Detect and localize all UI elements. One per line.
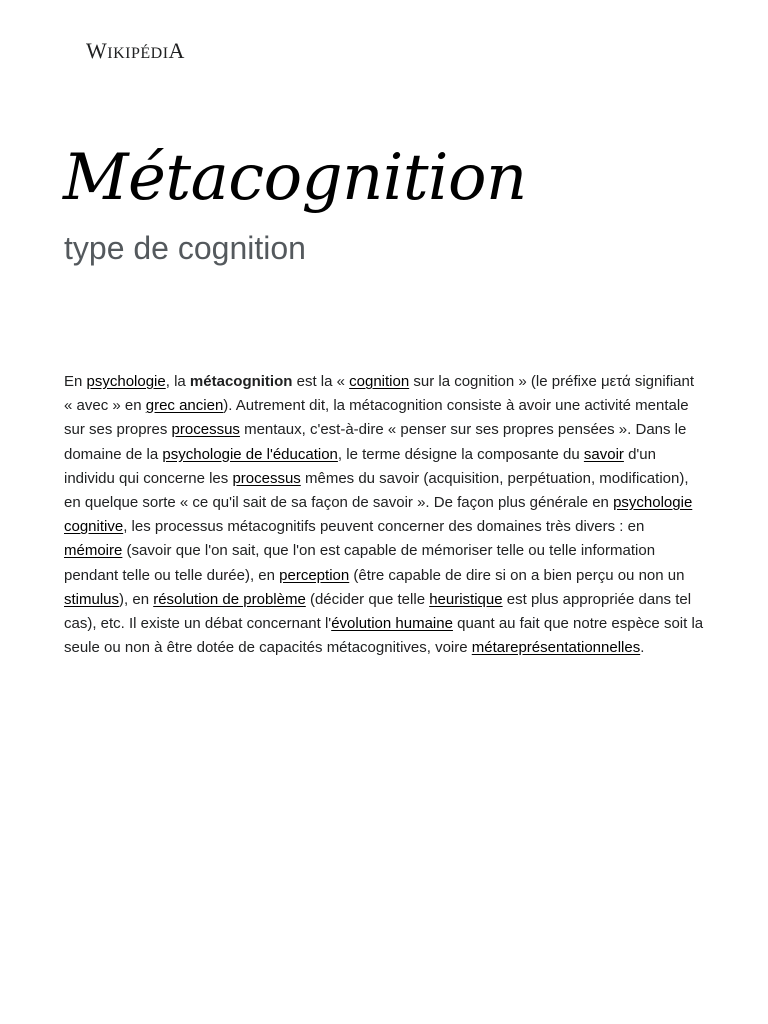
intro-text: mentaux, c'est-à-dire « penser sur ses propres pensées ». Dans le domaine de la [64, 421, 687, 463]
link-heuristique[interactable]: heuristique [429, 590, 503, 608]
intro-text: quant au fait que notre espèce soit la seule ou non à être dotée de capacités métacognitives, voire [64, 615, 704, 657]
intro-text: En [64, 373, 87, 390]
link-resolution-probleme[interactable]: résolution de problème [153, 590, 306, 608]
intro-paragraph [64, 370, 704, 660]
intro-text: (décider que telle [305, 590, 430, 608]
link-psychologie-education[interactable]: psychologie de l'éducation [162, 445, 338, 463]
logo-letter-first: W [86, 38, 108, 63]
link-memoire[interactable]: mémoire [64, 542, 123, 560]
intro-text: (savoir que l'on sait, que l'on est capable de mémoriser telle ou telle information pendant telle ou telle durée), en [64, 542, 656, 584]
intro-text: , les processus métacognitifs peuvent concerner des domaines très divers : en [123, 518, 645, 536]
link-psychologie-cognitive[interactable]: psychologie cognitive [64, 494, 693, 536]
intro-text: est la « [292, 373, 350, 390]
intro-text: , la [165, 373, 190, 390]
intro-text: (être capable de dire si on a bien perçu ou non un [349, 566, 685, 584]
intro-text: est plus appropriée dans tel cas), etc. Il existe un débat concernant l' [64, 590, 692, 633]
link-stimulus[interactable]: stimulus [64, 590, 120, 608]
link-perception[interactable]: perception [279, 566, 350, 584]
wikipedia-logo[interactable] [86, 38, 185, 64]
intro-text: mêmes du savoir (acquisition, perpétuation, modification), en quelque sorte « ce qu'il sait de sa façon de savoir ». De façon plus générale en [64, 469, 689, 512]
intro-text: . [640, 639, 645, 657]
intro-text: d'un individu qui concerne les [64, 445, 656, 487]
link-processus[interactable]: processus [171, 421, 240, 439]
page-title: Métacognition [63, 141, 527, 215]
link-savoir[interactable]: savoir [583, 445, 624, 463]
intro-text: sur la cognition » (le préfixe μετά signifiant « avec » en [64, 373, 695, 415]
logo-letter-last: A [168, 38, 185, 63]
link-psychologie[interactable]: psychologie [86, 373, 166, 390]
link-metarepresentationnelles[interactable]: métareprésentationnelles [471, 639, 641, 657]
link-processus-2[interactable]: processus [232, 469, 301, 487]
intro-text: , le terme désigne la composante du [337, 445, 584, 463]
link-cognition[interactable]: cognition [349, 373, 410, 390]
link-evolution-humaine[interactable]: évolution humaine [331, 615, 453, 633]
page-subtitle: type de cognition [64, 230, 306, 266]
intro-bold-term: métacognition [189, 373, 293, 390]
intro-text: ). Autrement dit, la métacognition consiste à avoir une activité mentale sur ses propres [64, 397, 689, 439]
intro-text: ), en [119, 590, 154, 608]
link-grec-ancien[interactable]: grec ancien [145, 397, 224, 415]
logo-letters-smallcaps: IKIPÉDI [107, 45, 169, 62]
